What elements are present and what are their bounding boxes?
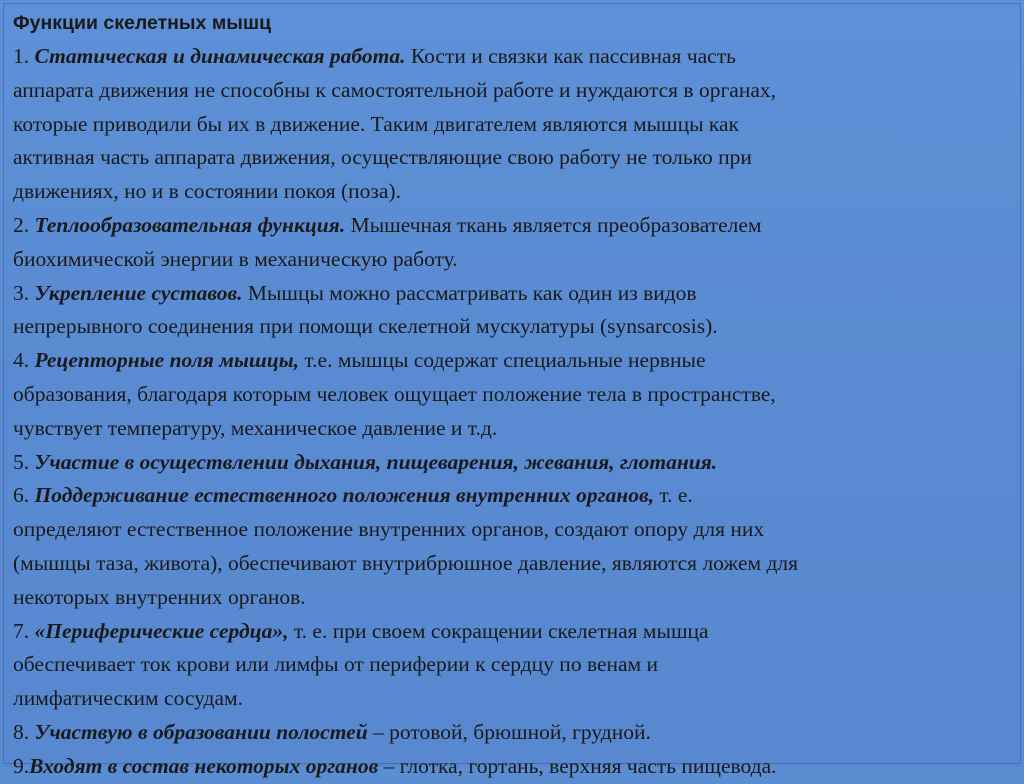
item-heading: Статическая и динамическая работа. bbox=[34, 44, 406, 68]
item-number: 6. bbox=[13, 483, 30, 508]
item-text: Мышцы можно рассматривать как один из видов bbox=[242, 280, 697, 305]
item-text: – ротовой, брюшной, грудной. bbox=[367, 719, 651, 744]
item-heading: Входят в состав некоторых органов bbox=[29, 753, 379, 778]
list-item-6 bbox=[13, 479, 1013, 614]
item-text-line: чувствует температуру, механическое давление и т.д. bbox=[13, 415, 498, 440]
list-item-5 bbox=[13, 446, 1013, 480]
item-text-line: некоторых внутренних органов. bbox=[13, 584, 306, 609]
item-text: т. е. при своем сокращении скелетная мышца bbox=[288, 618, 709, 643]
item-heading: Участие в осуществлении дыхания, пищеварения, жевания, глотания. bbox=[34, 449, 718, 474]
item-text-line: (мышцы таза, живота), обеспечивают внутрибрюшное давление, являются ложем для bbox=[13, 550, 799, 575]
item-text: т. е. bbox=[653, 483, 693, 508]
item-first-line bbox=[13, 716, 1013, 750]
item-text-line: которые приводили бы их в движение. Таким двигателем являются мышцы как bbox=[13, 111, 740, 136]
item-first-line bbox=[13, 209, 1013, 243]
list-item-2 bbox=[13, 209, 1013, 277]
item-number: 4. bbox=[13, 348, 30, 373]
item-number: 5. bbox=[13, 449, 30, 474]
item-heading: Поддерживание естественного положения внутренних органов, bbox=[34, 483, 654, 508]
list-item-3 bbox=[13, 277, 1013, 345]
item-text-line: движениях, но и в состоянии покоя (поза). bbox=[13, 179, 401, 204]
item-first-line bbox=[13, 446, 1013, 480]
item-number: 9. bbox=[13, 753, 30, 778]
item-text-line: лимфатическим сосудам. bbox=[13, 686, 243, 711]
item-text-line: активная часть аппарата движения, осуществляющие свою работу не только при bbox=[13, 145, 752, 170]
list-item-7 bbox=[13, 615, 1013, 716]
item-heading: Участвую в образовании полостей bbox=[34, 719, 368, 744]
item-text-line: обеспечивает ток крови или лимфы от периферии к сердцу по венам и bbox=[13, 652, 659, 677]
slide-body bbox=[13, 40, 1013, 784]
item-heading: Рецепторные поля мышцы, bbox=[34, 348, 300, 373]
item-first-line bbox=[13, 277, 1013, 311]
list-item-1 bbox=[13, 40, 1013, 209]
slide-title: Функции скелетных мышц bbox=[13, 12, 272, 34]
item-text: Мышечная ткань является преобразователем bbox=[345, 212, 762, 237]
item-text-line: биохимической энергии в механическую работу. bbox=[13, 246, 458, 271]
list-item-8 bbox=[13, 716, 1013, 750]
item-first-line bbox=[13, 344, 1013, 378]
item-text: – глотка, гортань, верхняя часть пищевода. bbox=[378, 753, 777, 778]
item-number: 3. bbox=[13, 280, 30, 305]
item-text-line: определяют естественное положение внутренних органов, создают опору для них bbox=[13, 517, 765, 542]
item-text: Кости и связки как пассивная часть bbox=[405, 44, 736, 68]
item-first-line bbox=[13, 40, 1013, 74]
item-number: 1. bbox=[13, 44, 30, 68]
item-heading: «Периферические сердца», bbox=[34, 618, 289, 643]
item-text: т.е. мышцы содержат специальные нервные bbox=[299, 348, 706, 373]
item-first-line bbox=[13, 479, 1013, 513]
item-text-line: аппарата движения не способны к самостоятельной работе и нуждаются в органах, bbox=[13, 77, 776, 102]
item-number: 7. bbox=[13, 618, 30, 643]
item-text-line: образования, благодаря которым человек ощущает положение тела в пространстве, bbox=[13, 381, 776, 406]
item-first-line bbox=[13, 615, 1013, 649]
item-text-line: непрерывного соединения при помощи скелетной мускулатуры (synsarcosis). bbox=[13, 314, 718, 339]
item-heading: Теплообразовательная функция. bbox=[34, 212, 346, 237]
item-heading: Укрепление суставов. bbox=[34, 280, 243, 305]
list-item-4 bbox=[13, 344, 1013, 445]
item-number: 2. bbox=[13, 212, 30, 237]
item-number: 8. bbox=[13, 719, 30, 744]
